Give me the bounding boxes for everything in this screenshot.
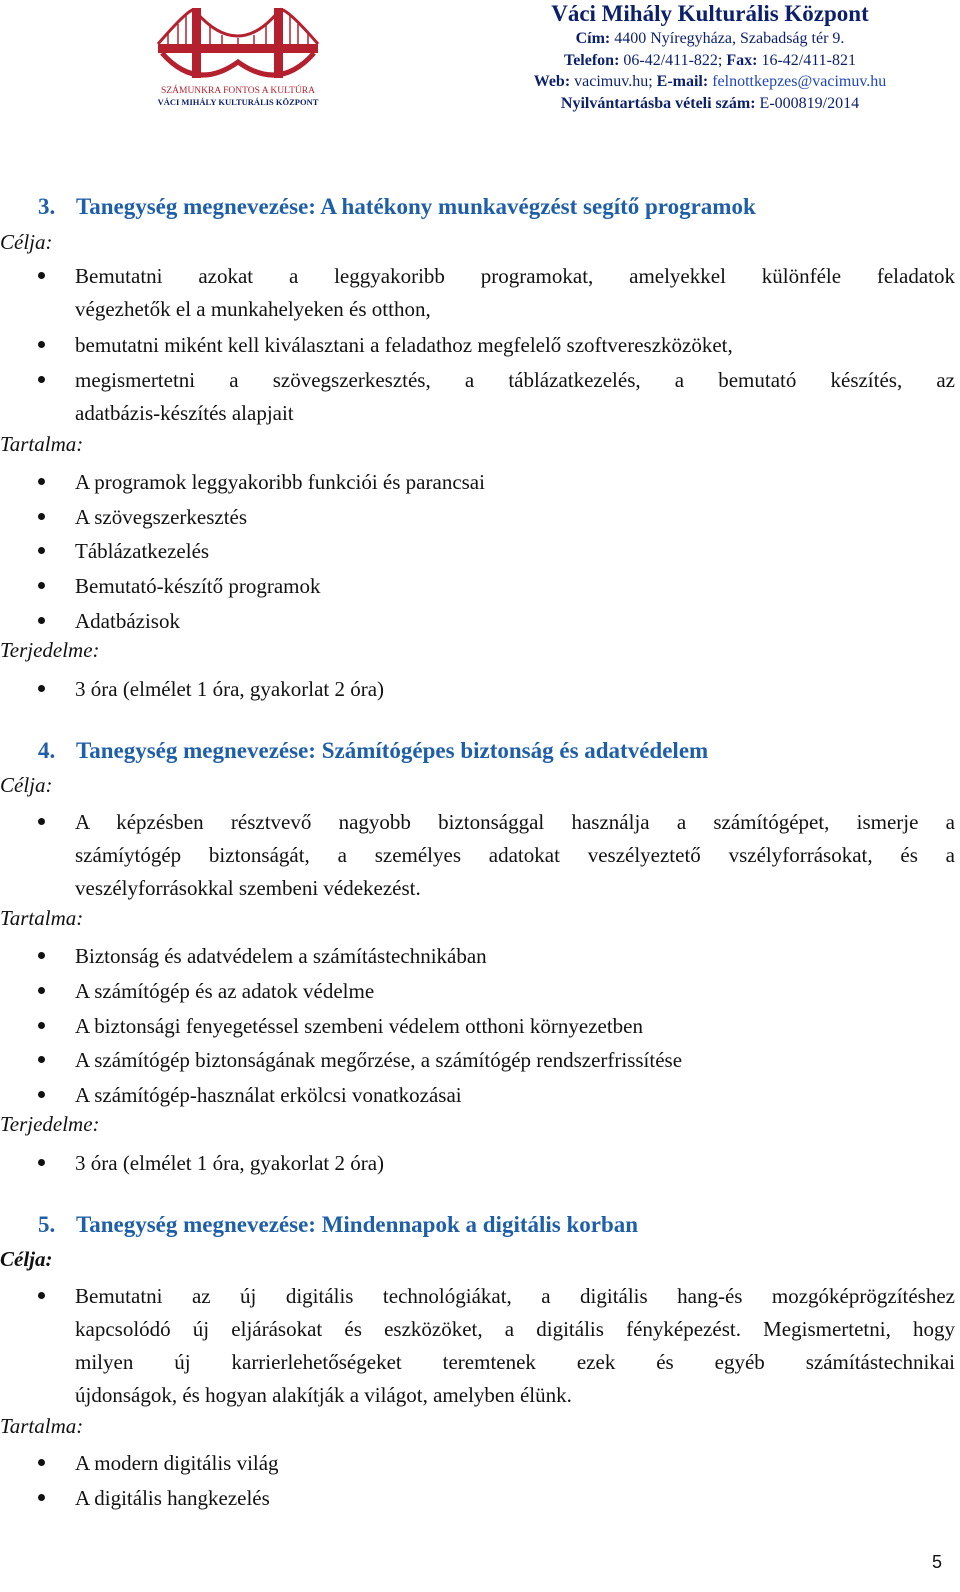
logo-text-1: SZÁMUNKRA FONTOS A KULTÚRA	[161, 86, 315, 96]
page-header	[0, 0, 960, 130]
unit-3-goal-2: bemutatni miként kell kiválasztani a feladathoz megfelelő szoftvereszközöket,	[75, 333, 733, 357]
unit-4-content-label: Tartalma:	[0, 906, 84, 930]
address-label: Cím:	[575, 30, 611, 47]
bullet-icon	[38, 1056, 45, 1063]
unit-3-goal-3-line-1: megismertetni a szövegszerkesztés, a táblázatkezelés, a bemutató készítés, az	[75, 368, 955, 392]
org-info	[520, 0, 900, 114]
unit-5-content-label: Tartalma:	[0, 1414, 84, 1438]
unit-3-content-3: Táblázatkezelés	[75, 539, 210, 563]
logo-text-2: VÁCI MIHÁLY KULTURÁLIS KÖZPONT	[157, 97, 319, 107]
bullet-icon	[38, 272, 45, 279]
unit-3-title	[38, 194, 756, 220]
unit-4-goal-1-line-1: A képzésben résztvevő nagyobb biztonsággal használja a számítógépet, ismerje a	[75, 810, 955, 834]
unit-4-content-1: Biztonság és adatvédelem a számítástechnikában	[75, 944, 487, 968]
page-number: 5	[931, 1552, 942, 1572]
unit-3-goal-label: Célja:	[0, 230, 53, 254]
address-line	[520, 28, 900, 50]
registration-number: E-000819/2014	[759, 94, 860, 112]
unit-3-content-5: Adatbázisok	[75, 609, 180, 633]
phone-line	[520, 50, 900, 72]
unit-3-content-4: Bemutató-készítő programok	[75, 574, 321, 598]
unit-4-goal-label: Célja:	[0, 773, 53, 797]
unit-5-goal-1-line-3: milyen új karrierlehetőségeket teremtenek ezek és egyéb számítástechnikai	[75, 1350, 955, 1374]
bullet-icon	[38, 478, 45, 485]
bullet-icon	[38, 1459, 45, 1466]
fax-value: 16-42/411-821	[761, 51, 856, 69]
unit-5-content-2: A digitális hangkezelés	[75, 1486, 270, 1510]
unit-4-goal-1-line-2: számíytógép biztonságát, a személyes adatokat veszélyeztető vszélyforrásokat, és a	[75, 843, 955, 867]
bullet-icon	[38, 685, 45, 692]
bullet-icon	[38, 547, 45, 554]
unit-4-title	[38, 738, 708, 764]
unit-5-goal-1-line-4: újdonságok, és hogyan alakítják a világot, amelyben élünk.	[75, 1383, 572, 1407]
registration-line	[520, 93, 900, 115]
bullet-icon	[38, 952, 45, 959]
unit-3-extent: 3 óra (elmélet 1 óra, gyakorlat 2 óra)	[75, 677, 385, 701]
bullet-icon	[38, 582, 45, 589]
unit-5-goal-1-line-1: Bemutatni az új digitális technológiákat, a digitális hang-és mozgóképrögzítéshez	[75, 1284, 955, 1308]
unit-3-goal-3	[75, 364, 955, 430]
bullet-icon	[38, 376, 45, 383]
unit-4-extent: 3 óra (elmélet 1 óra, gyakorlat 2 óra)	[75, 1151, 385, 1175]
bridge-logo-icon	[148, 2, 328, 110]
unit-5-goal-1-line-2: kapcsolódó új eljárásokat és eszközöket, a digitális fényképezést. Megismertetni, hogy	[75, 1317, 955, 1341]
unit-4-title-text: Tanegység megnevezése: Számítógépes biztonság és adatvédelem	[76, 738, 709, 763]
email-link[interactable]: felnottkepzes@vacimuv.hu	[712, 73, 887, 90]
unit-5-title-text: Tanegység megnevezése: Mindennapok a digitális korban	[76, 1212, 639, 1237]
bullet-icon	[38, 1022, 45, 1029]
unit-4-extent-label: Terjedelme:	[0, 1112, 100, 1136]
unit-5-number: 5.	[38, 1212, 56, 1237]
unit-3-title-text: Tanegység megnevezése: A hatékony munkavégzést segítő programok	[76, 194, 756, 219]
unit-4-content-2: A számítógép és az adatok védelme	[75, 979, 375, 1003]
bullet-icon	[38, 1494, 45, 1501]
unit-3-content-label: Tartalma:	[0, 432, 84, 456]
bullet-icon	[38, 987, 45, 994]
org-name: Váci Mihály Kulturális Központ	[551, 1, 869, 26]
unit-4-content-3: A biztonsági fenyegetéssel szembeni védelem otthoni környezetben	[75, 1014, 643, 1038]
unit-3-goal-1	[75, 260, 955, 326]
unit-5-content-1: A modern digitális világ	[75, 1451, 279, 1475]
unit-5-title	[38, 1212, 638, 1238]
web-line	[520, 71, 900, 93]
registration-label: Nyilvántartásba vételi szám:	[560, 94, 756, 112]
bullet-icon	[38, 1159, 45, 1166]
unit-3-extent-label: Terjedelme:	[0, 638, 100, 662]
unit-4-content-4: A számítógép biztonságának megőrzése, a számítógép rendszerfrissítése	[75, 1048, 683, 1072]
unit-4-number: 4.	[38, 738, 56, 763]
unit-5-goal-label: Célja:	[0, 1247, 53, 1271]
unit-3-content-1: A programok leggyakoribb funkciói és parancsai	[75, 470, 485, 494]
phone-label: Telefon:	[564, 51, 620, 69]
unit-5-goal-1	[75, 1280, 955, 1412]
phone-value: 06-42/411-822;	[623, 51, 723, 69]
unit-4-content-5: A számítógép-használat erkölcsi vonatkozásai	[75, 1083, 462, 1107]
bullet-icon	[38, 1091, 45, 1098]
address-value: 4400 Nyíregyháza, Szabadság tér 9.	[614, 30, 845, 47]
bullet-icon	[38, 617, 45, 624]
fax-label: Fax:	[726, 51, 758, 69]
web-link[interactable]: vacimuv.hu;	[574, 73, 653, 90]
bullet-icon	[38, 341, 45, 348]
unit-3-goal-1-line-1: Bemutatni azokat a leggyakoribb programokat, amelyekkel különféle feladatok	[75, 264, 955, 288]
bullet-icon	[38, 818, 45, 825]
bullet-icon	[38, 513, 45, 520]
unit-3-goal-1-line-2: végezhetők el a munkahelyeken és otthon,	[75, 297, 431, 321]
unit-4-goal-1-line-3: veszélyforrásokkal szembeni védekezést.	[75, 876, 421, 900]
unit-3-number: 3.	[38, 194, 56, 219]
bullet-icon	[38, 1292, 45, 1299]
email-label: E-mail:	[656, 73, 709, 90]
unit-4-goal-1	[75, 806, 955, 905]
unit-3-content-2: A szövegszerkesztés	[75, 505, 248, 529]
unit-3-goal-3-line-2: adatbázis-készítés alapjait	[75, 401, 294, 425]
web-label: Web:	[533, 73, 571, 90]
